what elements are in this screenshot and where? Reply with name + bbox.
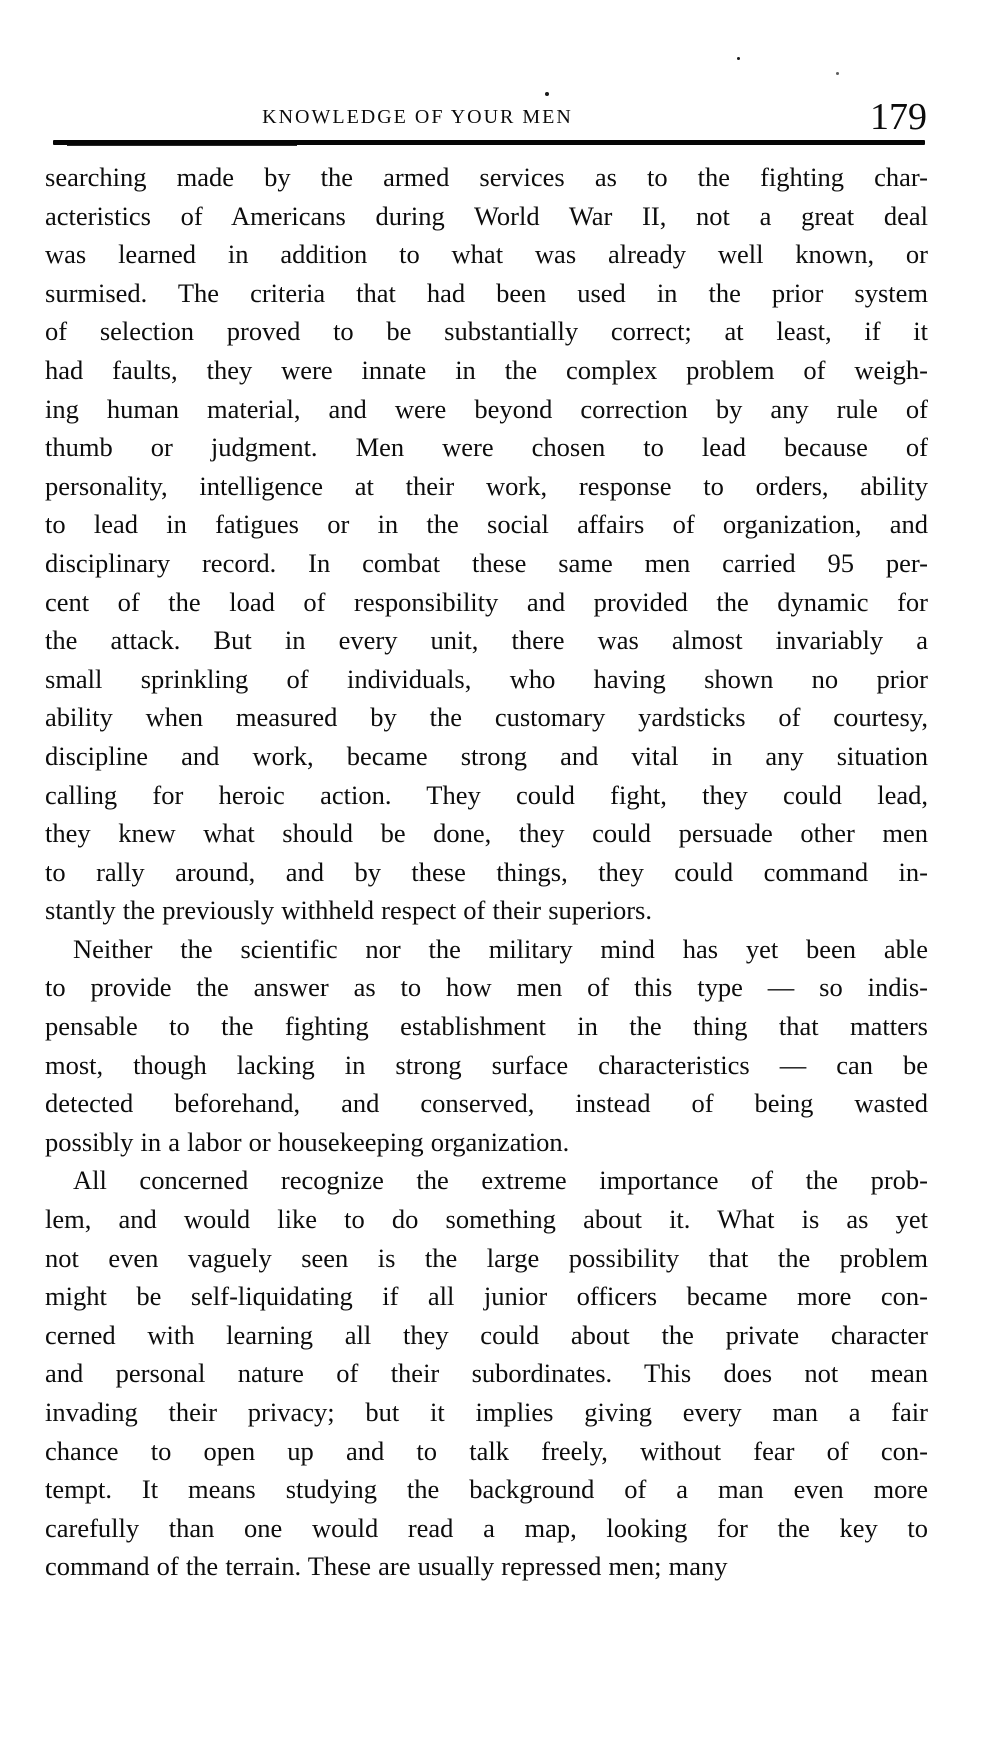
text-line: of selection proved to be substantially correct; at least, if it [45, 316, 928, 347]
text-line: surmised. The criteria that had been used in the prior system [45, 277, 928, 308]
text-line: detected beforehand, and conserved, instead of being wasted [45, 1088, 928, 1119]
text-line: and personal nature of their subordinates. This does not mean [45, 1358, 928, 1389]
text-line: ability when measured by the customary yardsticks of courtesy, [45, 702, 928, 733]
paragraph [45, 930, 928, 1162]
running-head-title: KNOWLEDGE OF YOUR MEN [262, 106, 573, 128]
text-line: they knew what should be done, they could persuade other men [45, 818, 928, 849]
text-line: pensable to the fighting establishment in the thing that matters [45, 1011, 928, 1042]
text-line: invading their privacy; but it implies giving every man a fair [45, 1397, 928, 1427]
text-line: tempt. It means studying the background of a man even more [45, 1474, 928, 1505]
page-number: 179 [870, 96, 927, 138]
text-line: small sprinkling of individuals, who having shown no prior [45, 663, 928, 694]
text-line: ing human material, and were beyond correction by any rule of [45, 393, 928, 424]
text-line: searching made by the armed services as to the fighting char- [45, 162, 928, 192]
text-line: to rally around, and by these things, they could command in- [45, 856, 928, 887]
text-line: disciplinary record. In combat these same men carried 95 per- [45, 547, 928, 578]
text-line: most, though lacking in strong surface characteristics — can be [45, 1049, 928, 1080]
text-line: not even vaguely seen is the large possibility that the problem [45, 1242, 928, 1273]
header-rule [53, 140, 925, 145]
text-line: might be self-liquidating if all junior officers became more con- [45, 1281, 928, 1312]
text-line: carefully than one would read a map, looking for the key to [45, 1512, 928, 1543]
text-line: lem, and would like to do something about it. What is as yet [45, 1204, 928, 1235]
text-line: discipline and work, became strong and vital in any situation [45, 740, 928, 771]
text-line: the attack. But in every unit, there was almost invariably a [45, 625, 928, 656]
text-line: had faults, they were innate in the complex problem of weigh- [45, 354, 928, 385]
paragraph [45, 158, 928, 930]
text-line: stantly the previously withheld respect of their superiors. [45, 895, 652, 926]
text-line: cent of the load of responsibility and provided the dynamic for [45, 586, 928, 617]
text-line: personality, intelligence at their work, response to orders, ability [45, 470, 928, 501]
text-line: chance to open up and to talk freely, without fear of con- [45, 1435, 928, 1466]
page-body [45, 158, 928, 1586]
text-line: cerned with learning all they could about the private character [45, 1319, 928, 1350]
text-line: All concerned recognize the extreme importance of the prob- [73, 1165, 928, 1196]
text-line: to lead in fatigues or in the social affairs of organization, and [45, 509, 928, 540]
text-line: to provide the answer as to how men of this type — so indis- [45, 972, 928, 1003]
text-line: possibly in a labor or housekeeping organization. [45, 1126, 570, 1157]
text-block [45, 0, 928, 1761]
text-line: was learned in addition to what was already well known, or [45, 239, 928, 270]
text-line: calling for heroic action. They could fight, they could lead, [45, 779, 928, 810]
text-line: command of the terrain. These are usually repressed men; many [45, 1551, 728, 1582]
text-line: thumb or judgment. Men were chosen to lead because of [45, 432, 928, 463]
text-line: acteristics of Americans during World War II, not a great deal [45, 200, 928, 231]
text-line: Neither the scientific nor the military mind has yet been able [73, 933, 928, 964]
paragraph [45, 1161, 928, 1586]
